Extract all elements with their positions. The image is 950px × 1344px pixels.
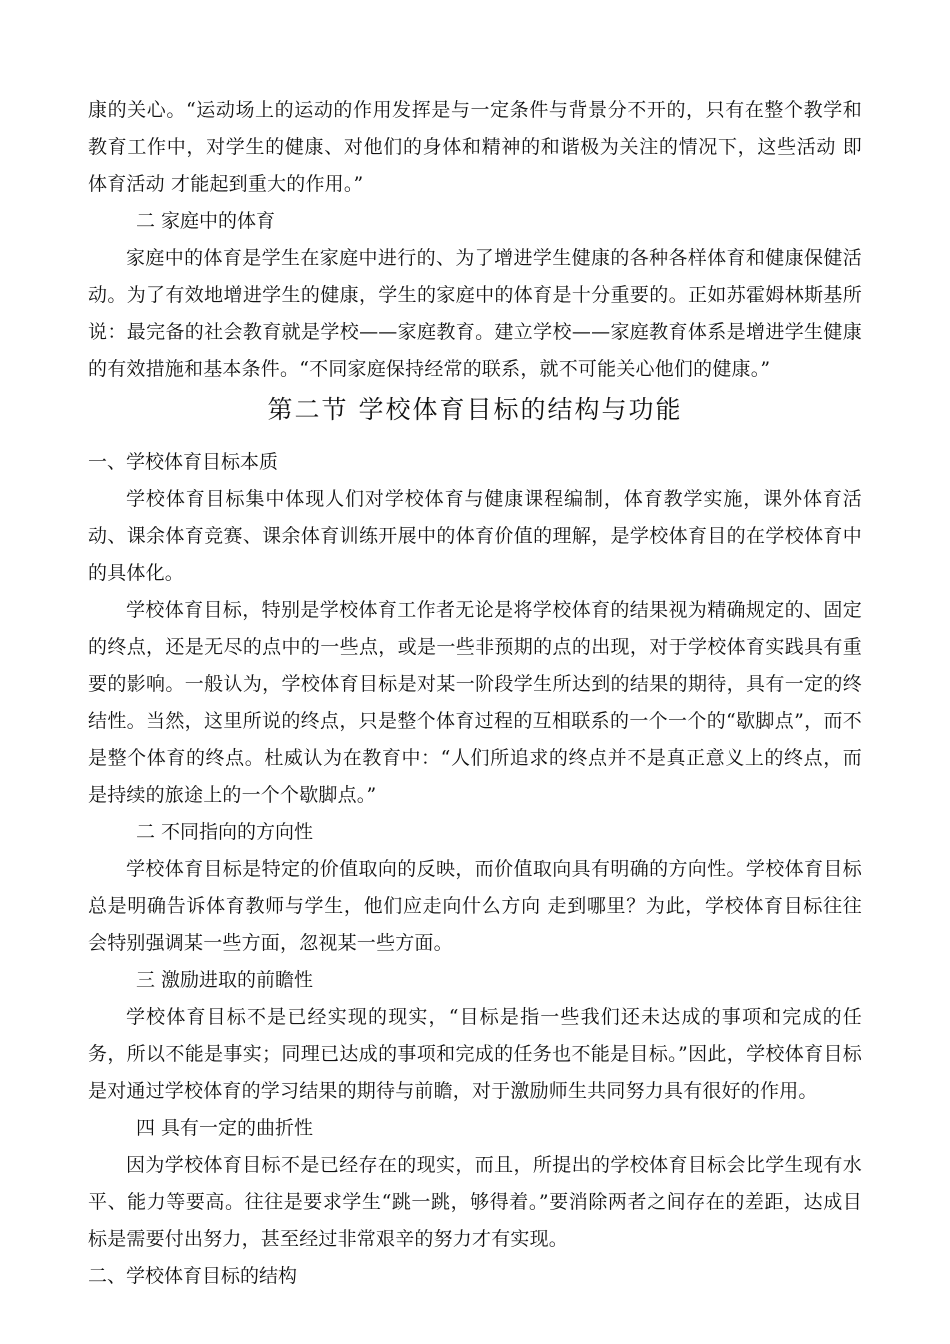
tortuous-paragraph: 因为学校体育目标不是已经存在的现实，而且，所提出的学校体育目标会比学生现有水平、能力等要高。往往是要求学生“跳一跳，够得着。”要消除两者之间存在的差距，达成目标是需要付出努力，甚至经过非常艰辛的努力才有实现。 — [88, 1154, 862, 1250]
family-pe-heading: 二 家庭中的体育 — [136, 210, 276, 232]
directionality-paragraph: 学校体育目标是特定的价值取向的反映，而价值取向具有明确的方向性。学校体育目标总是明确告诉体育教师与学生，他们应走向什么方向 走到哪里？为此，学校体育目标往往会特别强调某一些方面，忽视某一些方面。 — [88, 858, 862, 954]
goal-nature-paragraph-2: 学校体育目标，特别是学校体育工作者无论是将学校体育的结果视为精确规定的、固定的终点，还是无尽的点中的一些点，或是一些非预期的点的出现，对于学校体育实践具有重要的影响。一般认为，学校体育目标是对某一阶段学生所达到的结果的期待，具有一定的终结性。当然，这里所说的终点，只是整个体育过程的互相联系的一个一个的“歇脚点”，而不是整个体育的终点。杜威认为在教育中：“人们所追求的终点并不是真正意义上的终点，而是持续的旅途上的一个个歇脚点。” — [88, 599, 862, 806]
tortuous-heading: 四 具有一定的曲折性 — [136, 1117, 314, 1139]
family-pe-paragraph: 家庭中的体育是学生在家庭中进行的、为了增进学生健康的各种各样体育和健康保健活动。为了有效地增进学生的健康，学生的家庭中的体育是十分重要的。正如苏霍姆林斯基所说：最完备的社会教育就是学校——家庭教育。建立学校——家庭教育体系是增进学生健康的有效措施和基本条件。“不同家庭保持经常的联系，就不可能关心他们的健康。” — [88, 247, 862, 380]
section-title: 第二节 学校体育目标的结构与功能 — [267, 395, 683, 424]
motivation-paragraph: 学校体育目标不是已经实现的现实，“目标是指一些我们还未达成的事项和完成的任务，所以不能是事实；同理已达成的事项和完成的任务也不能是目标。”因此，学校体育目标是对通过学校体育的学习结果的期待与前瞻，对于激励师生共同努力具有很好的作用。 — [88, 1006, 862, 1102]
motivation-heading: 三 激励进取的前瞻性 — [136, 969, 314, 991]
intro-paragraph: 康的关心。“运动场上的运动的作用发挥是与一定条件与背景分不开的，只有在整个教学和教育工作中，对学生的健康、对他们的身体和精神的和谐极为关注的情况下，这些活动 即体育活动 才能起到重大的作用。” — [88, 99, 862, 195]
goal-nature-heading: 一、学校体育目标本质 — [88, 451, 279, 473]
goal-structure-heading: 二、学校体育目标的结构 — [88, 1265, 298, 1287]
document-body — [88, 92, 862, 1295]
directionality-heading: 二 不同指向的方向性 — [136, 821, 314, 843]
goal-nature-paragraph-1: 学校体育目标集中体现人们对学校体育与健康课程编制，体育教学实施，课外体育活动、课余体育竞赛、课余体育训练开展中的体育价值的理解，是学校体育目的在学校体育中的具体化。 — [88, 488, 862, 584]
